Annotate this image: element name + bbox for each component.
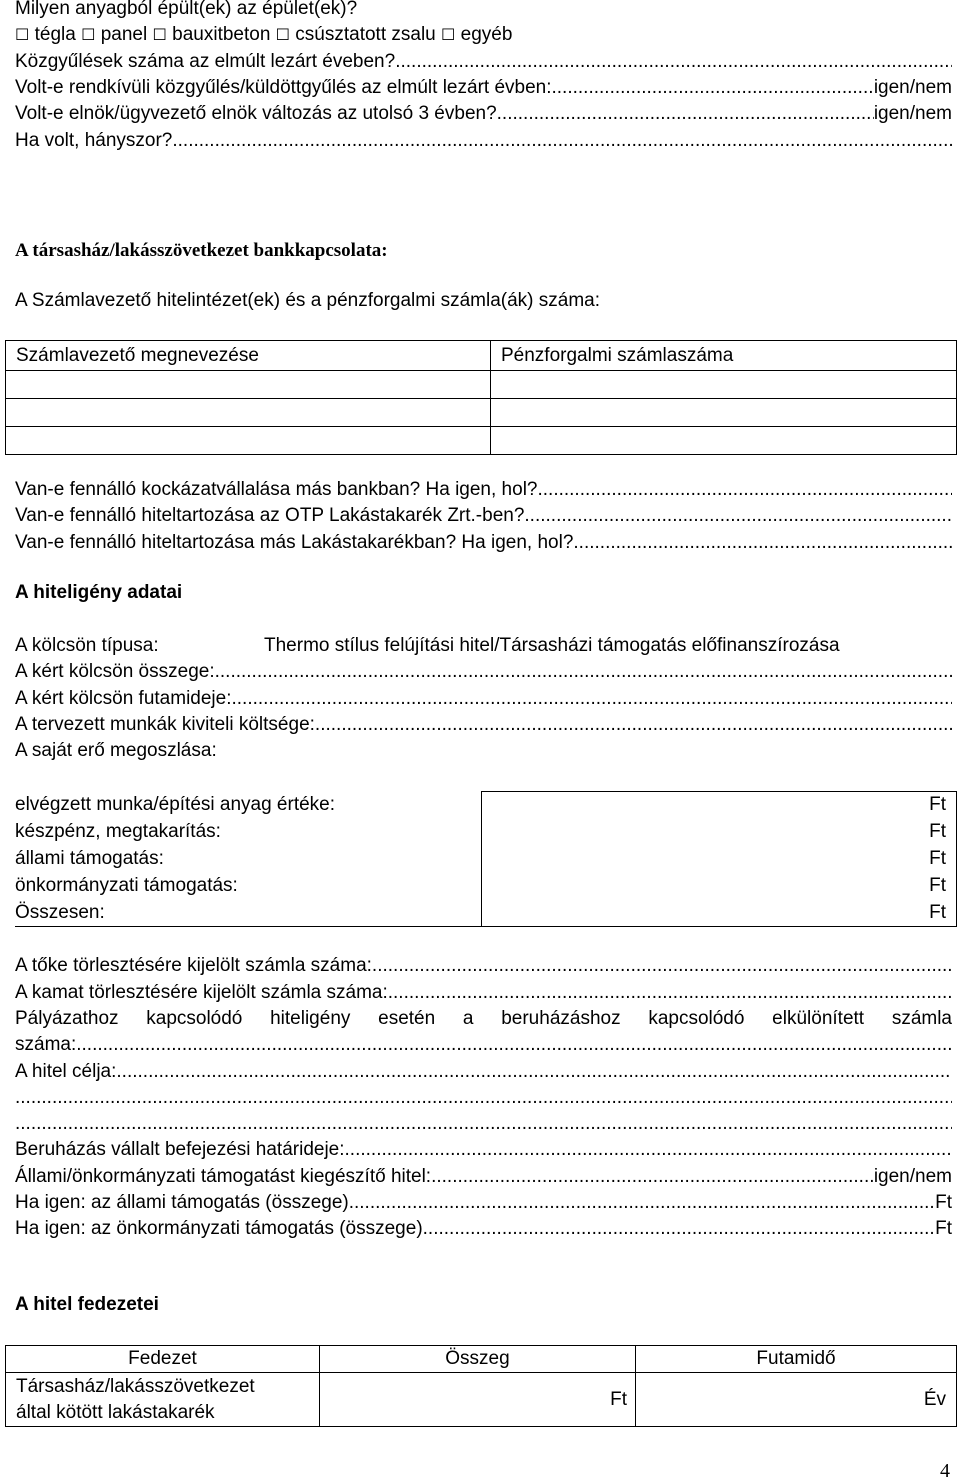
loan-type-label: A kölcsön típusa: (15, 635, 159, 656)
loan-heading: A hiteligény adatai (15, 582, 183, 603)
ceo-change-field[interactable]: Volt-e elnök/ügyvezető elnök változás az utolsó 3 évben? ..... igen/nem (15, 101, 952, 127)
bank-col-name-header: Számlavezető megnevezése (6, 341, 491, 371)
collateral-row-label (6, 1373, 320, 1427)
checkbox-icon[interactable]: ☐ (275, 27, 291, 44)
option-brick: tégla (34, 24, 76, 45)
debt-other-field[interactable]: Van-e fennálló hiteltartozása más Lakástakarékban? Ha igen, hol? ..... (15, 530, 952, 556)
table-row (15, 846, 957, 873)
option-other: egyéb (460, 24, 513, 45)
table-row (15, 873, 957, 900)
loan-type-row (15, 633, 952, 659)
collateral-col-amount: Összeg (320, 1346, 636, 1373)
bank-account-cell[interactable] (491, 399, 957, 427)
loan-term-field[interactable]: A kért kölcsön futamideje: ..... (15, 686, 952, 712)
own-share-value-cell[interactable]: Ft (482, 873, 957, 900)
own-share-value-cell[interactable]: Ft (482, 819, 957, 846)
bank-heading: A társasház/lakásszövetkezet bankkapcsolata: (15, 240, 388, 261)
table-row[interactable] (6, 427, 957, 455)
checkbox-icon[interactable]: ☐ (81, 27, 96, 44)
own-share-table (15, 791, 957, 927)
checkbox-icon[interactable]: ☐ (441, 27, 456, 44)
collateral-col-term: Futamidő (636, 1346, 957, 1373)
table-row (6, 1346, 957, 1373)
how-many-field[interactable]: Ha volt, hányszor? ..... (15, 128, 952, 154)
own-share-total-label: Összesen: (15, 900, 482, 927)
table-row[interactable] (6, 399, 957, 427)
own-share-total-cell[interactable]: Ft (482, 900, 957, 927)
checkbox-icon[interactable]: ☐ (152, 27, 167, 44)
loan-purpose-field[interactable]: A hitel célja: ..... (15, 1059, 952, 1085)
bank-name-cell[interactable] (6, 399, 491, 427)
own-share-label-cell: készpénz, megtakarítás: (15, 819, 482, 846)
risk-other-bank-field[interactable]: Van-e fennálló kockázatvállalása más bankban? Ha igen, hol? ..... (15, 477, 952, 503)
deadline-field[interactable]: Beruházás vállalt befejezési határideje: ..... (15, 1137, 952, 1163)
own-share-label-cell: elvégzett munka/építési anyag értéke: (15, 792, 482, 819)
option-bauxite: bauxitbeton (172, 24, 271, 45)
collateral-row-label-2: által kötött lakástakarék (16, 1401, 215, 1423)
table-row (15, 792, 957, 819)
interest-account-field[interactable]: A kamat törlesztésére kijelölt számla száma: ..... (15, 980, 952, 1006)
tender-account-field[interactable]: száma: ..... (15, 1032, 952, 1058)
loan-amount-field[interactable]: A kért kölcsön összege: ..... (15, 659, 952, 685)
table-row (15, 819, 957, 846)
extraordinary-meeting-field[interactable]: Volt-e rendkívüli közgyűlés/küldöttgyűlés az elmúlt lezárt évben: ..... igen/nem (15, 75, 952, 101)
bank-account-cell[interactable] (491, 427, 957, 455)
collateral-row-label-1: Társasház/lakásszövetkezet (16, 1375, 255, 1397)
own-share-label-cell: önkormányzati támogatás: (15, 873, 482, 900)
bank-name-cell[interactable] (6, 427, 491, 455)
state-support-field[interactable]: Ha igen: az állami támogatás (összege) ..... Ft (15, 1190, 952, 1216)
material-options (15, 22, 952, 48)
collateral-table (5, 1345, 957, 1427)
table-row (15, 900, 957, 927)
works-cost-field[interactable]: A tervezett munkák kiviteli költsége: ..... (15, 712, 952, 738)
checkbox-icon[interactable]: ☐ (15, 27, 30, 44)
collateral-amount-cell[interactable]: Ft (320, 1373, 636, 1427)
collateral-term-cell[interactable]: Év (636, 1373, 957, 1427)
loan-purpose-line-2[interactable] (15, 1085, 952, 1111)
loan-type-value: Thermo stílus felújítási hitel/Társasházi támogatás előfinanszírozása (264, 635, 840, 656)
collateral-col-type: Fedezet (6, 1346, 320, 1373)
table-row (6, 341, 957, 371)
option-slipform: csúsztatott zsalu (295, 24, 436, 45)
option-panel: panel (100, 24, 148, 45)
loan-purpose-line-3[interactable] (15, 1111, 952, 1137)
bank-table (5, 340, 957, 455)
material-question: Milyen anyagból épült(ek) az épület(ek)? (15, 0, 358, 19)
bank-name-cell[interactable] (6, 371, 491, 399)
own-share-value-cell[interactable]: Ft (482, 846, 957, 873)
bank-col-account-header: Pénzforgalmi számlaszáma (491, 341, 957, 371)
table-row (6, 1373, 957, 1427)
collateral-heading: A hitel fedezetei (15, 1294, 159, 1315)
bank-account-cell[interactable] (491, 371, 957, 399)
meetings-field[interactable]: Közgyűlések száma az elmúlt lezárt éveben? ..... (15, 49, 952, 75)
tender-account-text: Pályázathoz kapcsolódó hiteligény esetén a beruházáshoz kapcsolódó elkülönített számla (15, 1008, 952, 1029)
bank-intro: A Számlavezető hitelintézet(ek) és a pénzforgalmi számla(ák) száma: (15, 290, 601, 311)
muni-support-field[interactable]: Ha igen: az önkormányzati támogatás (összege) ..... Ft (15, 1216, 952, 1242)
principal-account-field[interactable]: A tőke törlesztésére kijelölt számla száma: ..... (15, 953, 952, 979)
supplement-loan-field[interactable]: Állami/önkormányzati támogatást kiegészítő hitel: ..... igen/nem (15, 1164, 952, 1190)
own-share-value-cell[interactable]: Ft (482, 792, 957, 819)
own-share-label: A saját erő megoszlása: (15, 740, 217, 761)
own-share-label-cell: állami támogatás: (15, 846, 482, 873)
table-row[interactable] (6, 371, 957, 399)
debt-otp-field[interactable]: Van-e fennálló hiteltartozása az OTP Lakástakarék Zrt.-ben? ..... (15, 503, 952, 529)
page-number: 4 (940, 1460, 950, 1482)
